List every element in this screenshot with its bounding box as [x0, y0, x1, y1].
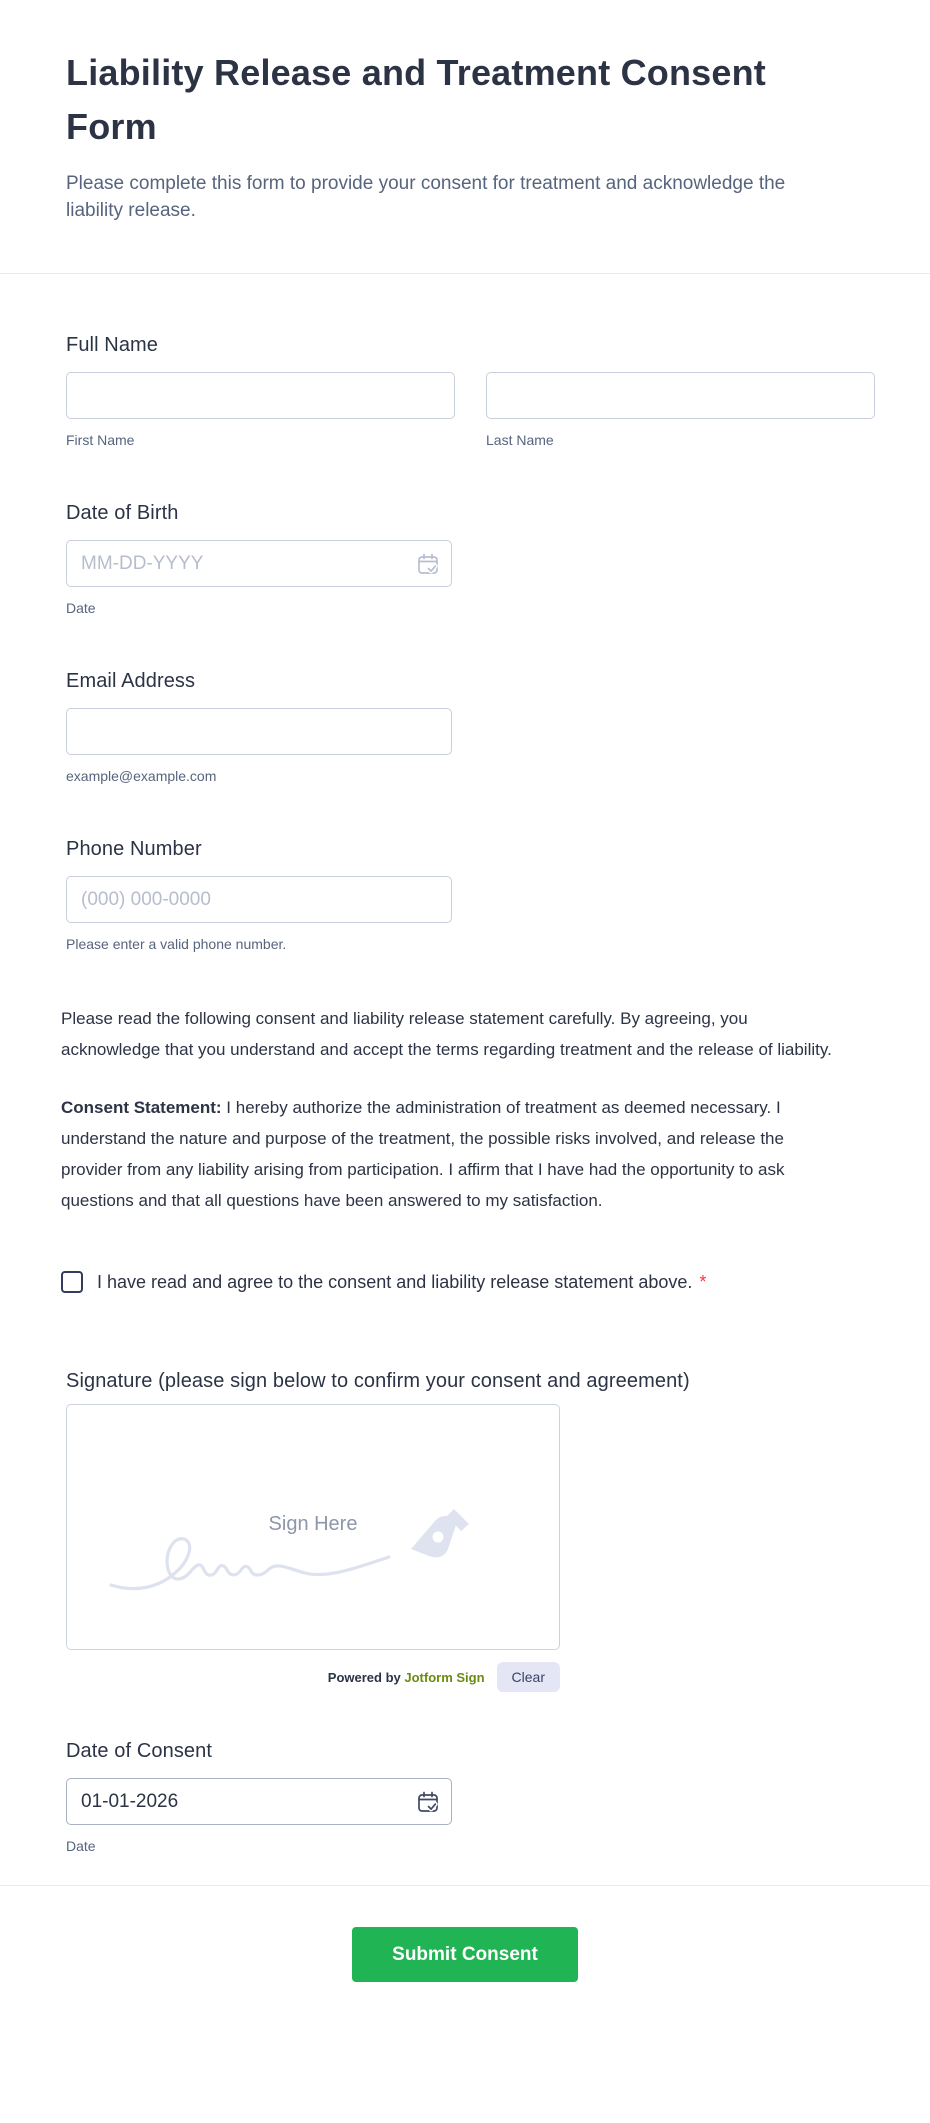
dob-label: Date of Birth [66, 502, 179, 524]
consent-intro-paragraph: Please read the following consent and liability release statement carefully. By agreeing, you acknowledge that you understand and accept the terms regarding treatment and the release of liability. [61, 1009, 832, 1059]
email-sublabel: example@example.com [66, 768, 217, 784]
signature-footer [66, 1662, 560, 1692]
pen-nib-icon [407, 1505, 471, 1565]
dob-field [66, 500, 875, 617]
jotform-sign-brand: Jotform Sign [404, 1669, 485, 1685]
name-inputs-row [66, 372, 875, 449]
first-name-group [66, 372, 455, 449]
sign-here-hint: Sign Here [268, 1513, 358, 1535]
dob-input-wrap [66, 540, 452, 587]
email-label: Email Address [66, 670, 196, 692]
dob-sublabel: Date [66, 600, 96, 616]
consent-date-field [66, 1738, 875, 1855]
last-name-sublabel: Last Name [486, 432, 554, 448]
agree-label-text: I have read and agree to the consent and liability release statement above. [97, 1272, 693, 1292]
form-body [0, 332, 930, 1855]
agreement-field [61, 1268, 875, 1296]
consent-statement-body: I hereby authorize the administration of treatment as deemed necessary. I understand the nature and purpose of the treatment, the possible risks involved, and release the provider from any liability arising from participation. I affirm that I have had the opportunity to ask questions and that all questions have been answered to my satisfaction. [61, 1098, 785, 1210]
signature-field [66, 1368, 875, 1692]
phone-field [66, 836, 875, 953]
consent-statement-title: Consent Statement: [61, 1098, 222, 1117]
consent-text-block [61, 1003, 846, 1216]
consent-date-label: Date of Consent [66, 1740, 213, 1762]
signature-squiggle-icon [107, 1527, 407, 1597]
full-name-label: Full Name [66, 334, 159, 356]
signature-pad[interactable] [66, 1404, 560, 1650]
submit-button[interactable]: Submit Consent [352, 1927, 578, 1982]
signature-label: Signature (please sign below to confirm your consent and agreement) [66, 1370, 690, 1392]
form-header [0, 0, 930, 273]
first-name-input[interactable] [66, 372, 455, 419]
email-input[interactable] [66, 708, 452, 755]
agree-checkbox[interactable] [61, 1271, 83, 1293]
first-name-sublabel: First Name [66, 432, 135, 448]
header-divider [0, 273, 930, 274]
email-field [66, 668, 875, 785]
clear-signature-button[interactable]: Clear [497, 1662, 560, 1692]
powered-by-text: Powered by Jotform Sign [327, 1669, 485, 1685]
agree-checkbox-label[interactable] [61, 1268, 761, 1296]
email-input-wrap [66, 708, 452, 755]
consent-date-input-wrap [66, 1778, 452, 1825]
full-name-field [66, 332, 875, 449]
last-name-input[interactable] [486, 372, 875, 419]
last-name-group [486, 372, 875, 449]
form-footer [0, 1886, 930, 2034]
dob-calendar-icon[interactable] [416, 552, 440, 576]
consent-date-calendar-icon[interactable] [416, 1790, 440, 1814]
consent-date-sublabel: Date [66, 1838, 96, 1854]
phone-sublabel: Please enter a valid phone number. [66, 936, 287, 952]
consent-statement-paragraph [61, 1092, 846, 1216]
consent-date-input[interactable] [66, 1778, 452, 1825]
phone-input[interactable] [66, 876, 452, 923]
required-asterisk: * [699, 1272, 707, 1292]
page-title: Liability Release and Treatment Consent Form [66, 52, 766, 147]
dob-input[interactable] [66, 540, 452, 587]
form-subtitle: Please complete this form to provide your consent for treatment and acknowledge the liability release. [66, 173, 786, 221]
phone-input-wrap [66, 876, 452, 923]
phone-label: Phone Number [66, 838, 202, 860]
